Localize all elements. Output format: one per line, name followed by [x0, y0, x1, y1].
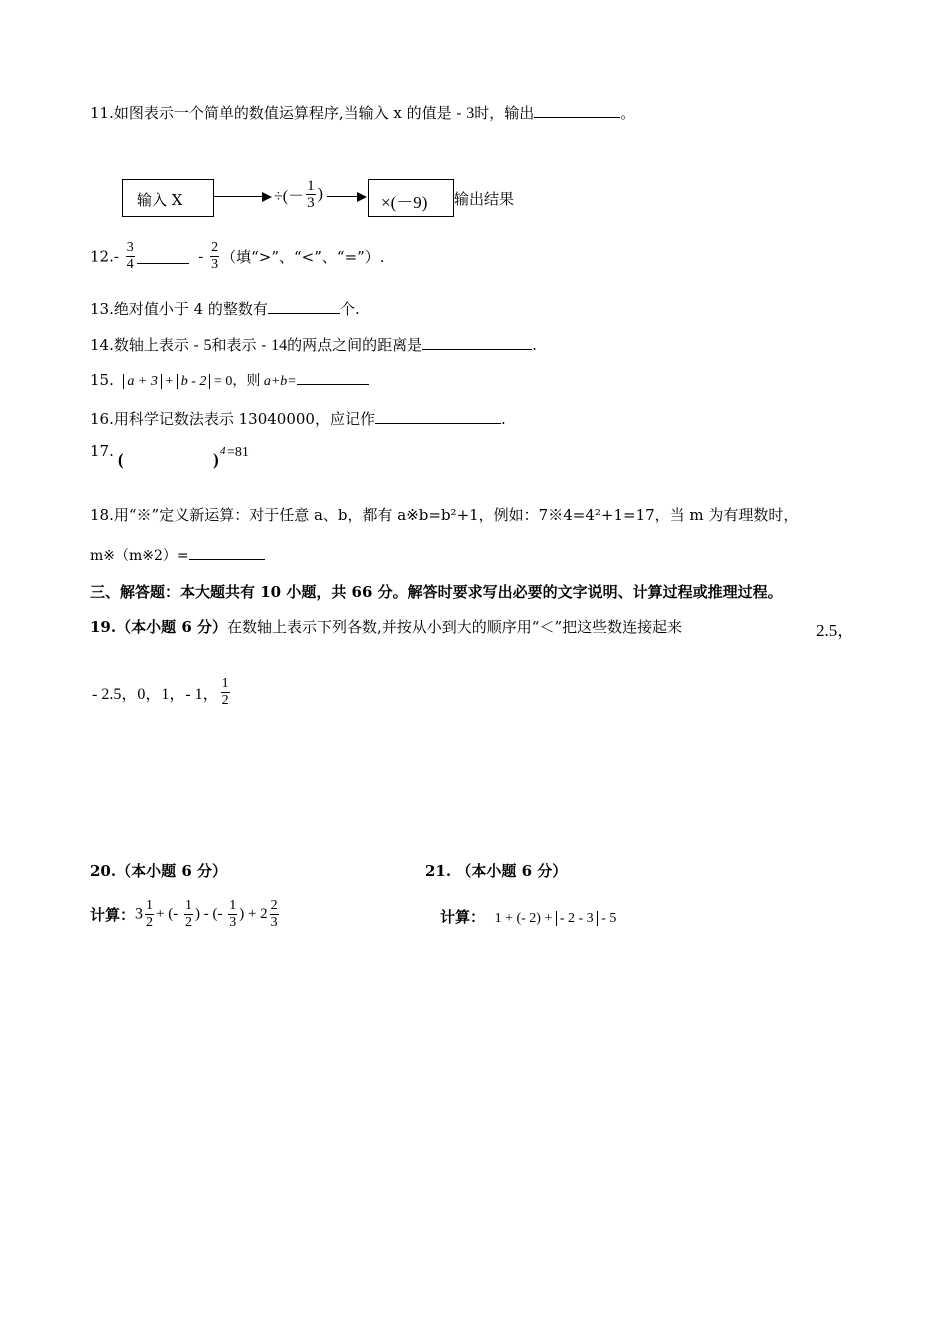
q19-score: （本小题 6 分） — [116, 618, 227, 636]
question-21-header — [425, 860, 567, 881]
divide-fraction — [306, 178, 316, 211]
answer-blank[interactable] — [137, 249, 189, 264]
q20-f4n: 2 — [270, 898, 278, 913]
q21-math — [495, 911, 617, 926]
q17-right-paren: ) — [213, 450, 219, 469]
multiply-label: ×(－9) — [381, 193, 428, 212]
q21-tail: - 5 — [597, 911, 617, 926]
q15-number: 15. — [90, 371, 114, 389]
q12-frac-b — [210, 240, 219, 273]
q15-expression — [123, 374, 296, 389]
q20-f2d: 2 — [184, 915, 192, 930]
q14-text: 14.数轴上表示 - — [90, 336, 204, 354]
q20-p3: ) + 2 — [239, 906, 268, 922]
q18-line2-text: m※（m※2）= — [90, 548, 189, 564]
arrow-1-head — [262, 192, 272, 202]
output-label: 输出结果 — [454, 190, 515, 208]
q19-list: - 2.5，0，1，- 1， — [92, 686, 219, 703]
q14-tail: 的两点之间的距离是 — [287, 336, 423, 354]
arrow-2 — [327, 196, 359, 197]
question-19 — [90, 616, 682, 637]
divide-den: 3 — [307, 195, 315, 211]
answer-blank[interactable] — [297, 370, 369, 385]
arrow-2-head — [357, 192, 367, 202]
q20-f4d: 3 — [270, 915, 278, 930]
q19-number-list — [92, 676, 232, 709]
q13-end: 个. — [339, 300, 360, 318]
q15-abs2: b - 2 — [177, 374, 211, 389]
q21-number: 21. — [425, 862, 452, 880]
question-12 — [90, 240, 385, 273]
q21-expr: 1 + (- 2) + — [494, 911, 556, 926]
q20-f3d: 3 — [229, 915, 237, 930]
q21-label: 计算： — [440, 908, 486, 926]
q20-frac4 — [270, 898, 279, 931]
question-16 — [90, 408, 506, 429]
question-21-expression — [440, 906, 616, 927]
q20-frac2 — [184, 898, 193, 931]
q20-label: 计算： — [90, 906, 136, 924]
q16-text: 16.用科学记数法表示 13040000，应记作 — [90, 410, 375, 428]
q19-half — [221, 676, 230, 709]
q15-plus: + — [161, 374, 177, 389]
section-title: 三、解答题：本大题共有 10 小题，共 66 分。解答时要求写出必要的文字说明、计算过程或推理过程。 — [90, 583, 783, 601]
q20-w1: 3 — [135, 905, 144, 923]
q15-abs1: a + 3 — [123, 374, 161, 389]
q21-abs: - 2 - 3 — [556, 911, 598, 926]
q12-a-den: 4 — [126, 257, 134, 272]
input-box — [122, 179, 214, 217]
q14-v2: 14 — [271, 337, 288, 354]
multiply-box — [368, 179, 454, 217]
q12-b-den: 3 — [211, 257, 219, 272]
question-11 — [90, 102, 635, 123]
divide-step — [274, 178, 323, 211]
question-20-header — [90, 860, 227, 881]
q20-score: （本小题 6 分） — [116, 862, 227, 880]
question-17 — [90, 442, 114, 460]
q20-p2: ) - (- — [194, 906, 227, 922]
q19-number: 19. — [90, 618, 117, 636]
q12-neg1: - — [113, 247, 124, 266]
question-15 — [90, 370, 369, 390]
q11-tail: 时，输出 — [474, 104, 535, 122]
answer-blank[interactable] — [422, 335, 532, 350]
q12-number: 12. — [90, 247, 114, 266]
arrow-1 — [213, 196, 265, 197]
answer-blank[interactable] — [375, 409, 501, 424]
q14-mid: 和表示 - — [211, 336, 272, 354]
q12-neg2: - — [198, 247, 209, 266]
question-18-line1: 18.用“※”定义新运算：对于任意 a、b，都有 a※b=b²+1，例如：7※4=4²+1=17，当 m 为有理数时， — [90, 506, 799, 524]
input-box-label: 输入 X — [137, 191, 183, 209]
q12-b-num: 2 — [211, 240, 219, 255]
q19-half-num: 1 — [221, 676, 229, 691]
q14-end: . — [532, 336, 537, 354]
q17-number: 17. — [90, 442, 114, 460]
q12-tail: （填“>”、“<”、“=”）. — [221, 248, 385, 266]
answer-blank[interactable] — [268, 299, 340, 314]
q11-end: 。 — [620, 104, 636, 122]
q17-exponent: 4 — [220, 445, 226, 457]
q20-f3n: 1 — [229, 898, 237, 913]
question-18-line2 — [90, 545, 265, 565]
q16-end: . — [500, 410, 506, 428]
q19-first-number: 2.5， — [816, 621, 855, 640]
q19-text: 在数轴上表示下列各数,并按从小到大的顺序用“＜”把这些数连接起来 — [227, 618, 683, 636]
answer-blank[interactable] — [534, 103, 620, 118]
q13-text: 13.绝对值小于 4 的整数有 — [90, 300, 268, 318]
divide-num: 1 — [307, 178, 315, 194]
q17-left-paren: ( — [118, 450, 124, 469]
q14-v1: 5 — [203, 337, 212, 354]
q17-equals: =81 — [227, 445, 249, 460]
q15-ask: a+b= — [263, 374, 297, 389]
q20-number: 20. — [90, 862, 117, 880]
q19-half-den: 2 — [221, 693, 229, 708]
q20-frac1 — [145, 898, 154, 931]
q21-score: （本小题 6 分） — [456, 862, 568, 880]
divide-close: ) — [317, 185, 323, 203]
question-14 — [90, 334, 537, 355]
q12-a-num: 3 — [126, 240, 134, 255]
q20-frac3 — [228, 898, 237, 931]
q11-value: 3 — [466, 105, 475, 122]
question-13 — [90, 298, 360, 319]
question-20-expression — [90, 898, 281, 931]
q20-p1: + (- — [156, 906, 182, 922]
divide-label: ÷(－ — [274, 188, 305, 205]
q11-number: 11. — [90, 104, 114, 122]
answer-blank[interactable] — [189, 545, 265, 560]
q15-eq: = 0，则 — [210, 374, 264, 389]
q20-f1d: 2 — [146, 915, 154, 930]
q12-frac-a — [126, 240, 135, 273]
q20-f1n: 1 — [146, 898, 154, 913]
q11-text: 如图表示一个简单的数值运算程序,当输入 x 的值是 - — [113, 104, 467, 122]
q20-f2n: 1 — [184, 898, 192, 913]
